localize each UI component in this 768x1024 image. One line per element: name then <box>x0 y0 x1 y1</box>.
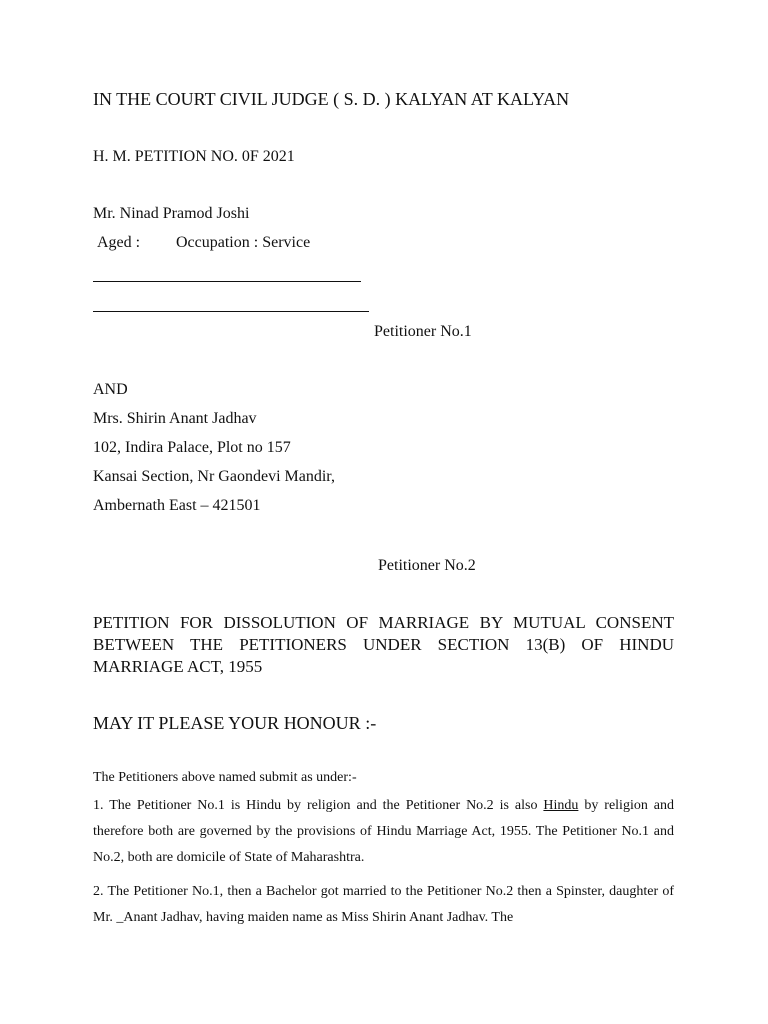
petitioner2-address-line1: 102, Indira Palace, Plot no 157 <box>93 439 291 456</box>
paragraph-1-underlined: Hindu <box>543 798 579 813</box>
paragraph-1-part2: by religion and therefore both are governed by the provisions of Hindu Marriage Act, 1955. The Petitioner No.1 and No.2, both are domicile of State of Maharashtra. <box>93 798 674 865</box>
petitioner2-role: Petitioner No.2 <box>378 557 476 574</box>
paragraph-2: 2. The Petitioner No.1, then a Bachelor got married to the Petitioner No.2 then a Spinster, daughter of Mr. _Anant Jadhav, having maiden name as Miss Shirin Anant Jadhav. The <box>93 884 674 925</box>
petitioner1-occupation: Occupation : Service <box>176 234 311 251</box>
intro-text: The Petitioners above named submit as under:- <box>93 770 357 785</box>
petitioner2-address-line3: Ambernath East – 421501 <box>93 497 261 514</box>
petition-number: H. M. PETITION NO. 0F 2021 <box>93 148 295 165</box>
blank-line-1 <box>93 281 361 282</box>
paragraph-1-part1: 1. The Petitioner No.1 is Hindu by religion and the Petitioner No.2 is also <box>93 798 544 813</box>
paragraph-1 <box>93 793 674 871</box>
petitioner1-role: Petitioner No.1 <box>374 323 472 340</box>
petitioner1-aged-label: Aged : <box>97 234 141 251</box>
petition-title: PETITION FOR DISSOLUTION OF MARRIAGE BY MUTUAL CONSENT BETWEEN THE PETITIONERS UNDER SECTION 13(B) OF HINDU MARRIAGE ACT, 1955 <box>93 613 674 676</box>
address-to-court: MAY IT PLEASE YOUR HONOUR :- <box>93 713 377 733</box>
petitioner2-address-line2: Kansai Section, Nr Gaondevi Mandir, <box>93 468 335 485</box>
petitioner2-name: Mrs. Shirin Anant Jadhav <box>93 410 257 427</box>
petitioner1-name: Mr. Ninad Pramod Joshi <box>93 205 250 222</box>
and-label: AND <box>93 381 128 398</box>
blank-line-2 <box>93 311 369 312</box>
court-heading: IN THE COURT CIVIL JUDGE ( S. D. ) KALYAN AT KALYAN <box>93 89 570 109</box>
